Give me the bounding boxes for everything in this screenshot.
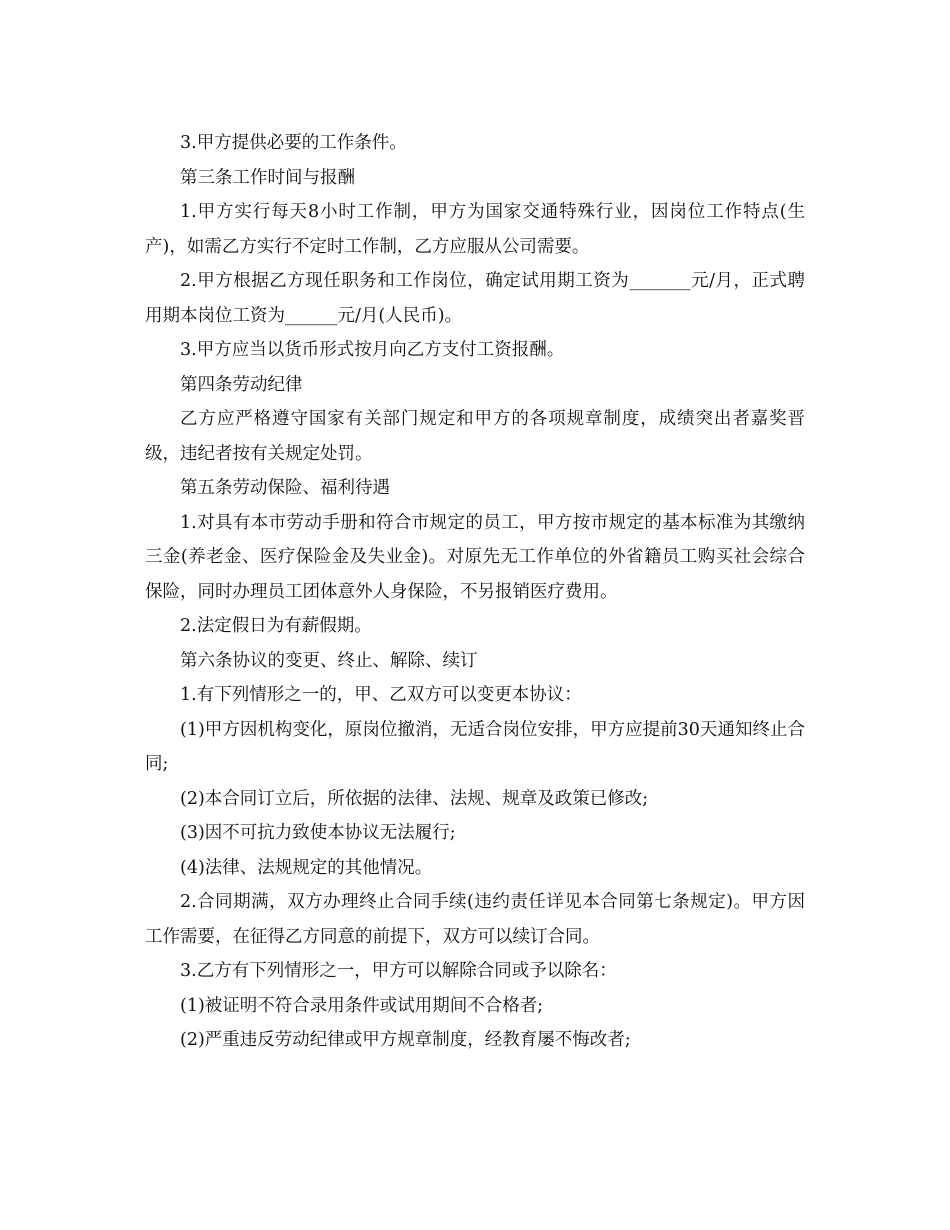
paragraph: 2.法定假日为有薪假期。 xyxy=(180,616,372,636)
paragraph: 乙方应严格遵守国家有关部门规定和甲方的各项规章制度，成绩突出者嘉奖晋级，违纪者按有关规定处罚。 xyxy=(145,409,805,464)
section-heading: 第六条协议的变更、终止、解除、续订 xyxy=(180,650,478,671)
paragraph: (4)法律、法规规定的其他情况。 xyxy=(180,857,433,878)
paragraph: 3.乙方有下列情形之一，甲方可以解除合同或予以除名： xyxy=(180,961,617,981)
document-body xyxy=(145,126,805,1058)
paragraph: (1)甲方因机构变化，原岗位撤消，无适合岗位安排，甲方应提前30天通知终止合同; xyxy=(145,719,805,774)
paragraph: 2.甲方根据乙方现任职务和工作岗位，确定试用期工资为_______元/月，正式聘用期本岗位工资为______元/月(人民币)。 xyxy=(145,271,805,326)
paragraph: 1.有下列情形之一的，甲、乙双方可以变更本协议： xyxy=(180,685,582,705)
paragraph: 2.合同期满，双方办理终止合同手续(违约责任详见本合同第七条规定)。甲方因工作需要，在征得乙方同意的前提下，双方可以续订合同。 xyxy=(145,892,805,947)
paragraph: (2)本合同订立后，所依据的法律、法规、规章及政策已修改; xyxy=(180,788,649,809)
paragraph: (3)因不可抗力致使本协议无法履行; xyxy=(180,823,456,843)
paragraph: (2)严重违反劳动纪律或甲方规章制度，经教育屡不悔改者; xyxy=(180,1030,631,1050)
section-heading: 第五条劳动保险、福利待遇 xyxy=(180,478,390,498)
paragraph: 3.甲方提供必要的工作条件。 xyxy=(180,133,407,153)
paragraph: 3.甲方应当以货币形式按月向乙方支付工资报酬。 xyxy=(180,340,565,360)
paragraph: 1.甲方实行每天8小时工作制，甲方为国家交通特殊行业，因岗位工作特点(生产)，如需乙方实行不定时工作制，乙方应服从公司需要。 xyxy=(145,202,805,257)
paragraph: 1.对具有本市劳动手册和符合市规定的员工，甲方按市规定的基本标准为其缴纳三金(养老金、医疗保险金及失业金)。对原先无工作单位的外省籍员工购买社会综合保险，同时办理员工团体意外人身保险，不另报销医疗费用。 xyxy=(145,512,805,602)
section-heading: 第三条工作时间与报酬 xyxy=(180,167,355,188)
section-heading: 第四条劳动纪律 xyxy=(180,374,303,395)
paragraph: (1)被证明不符合录用条件或试用期间不合格者; xyxy=(180,995,544,1016)
